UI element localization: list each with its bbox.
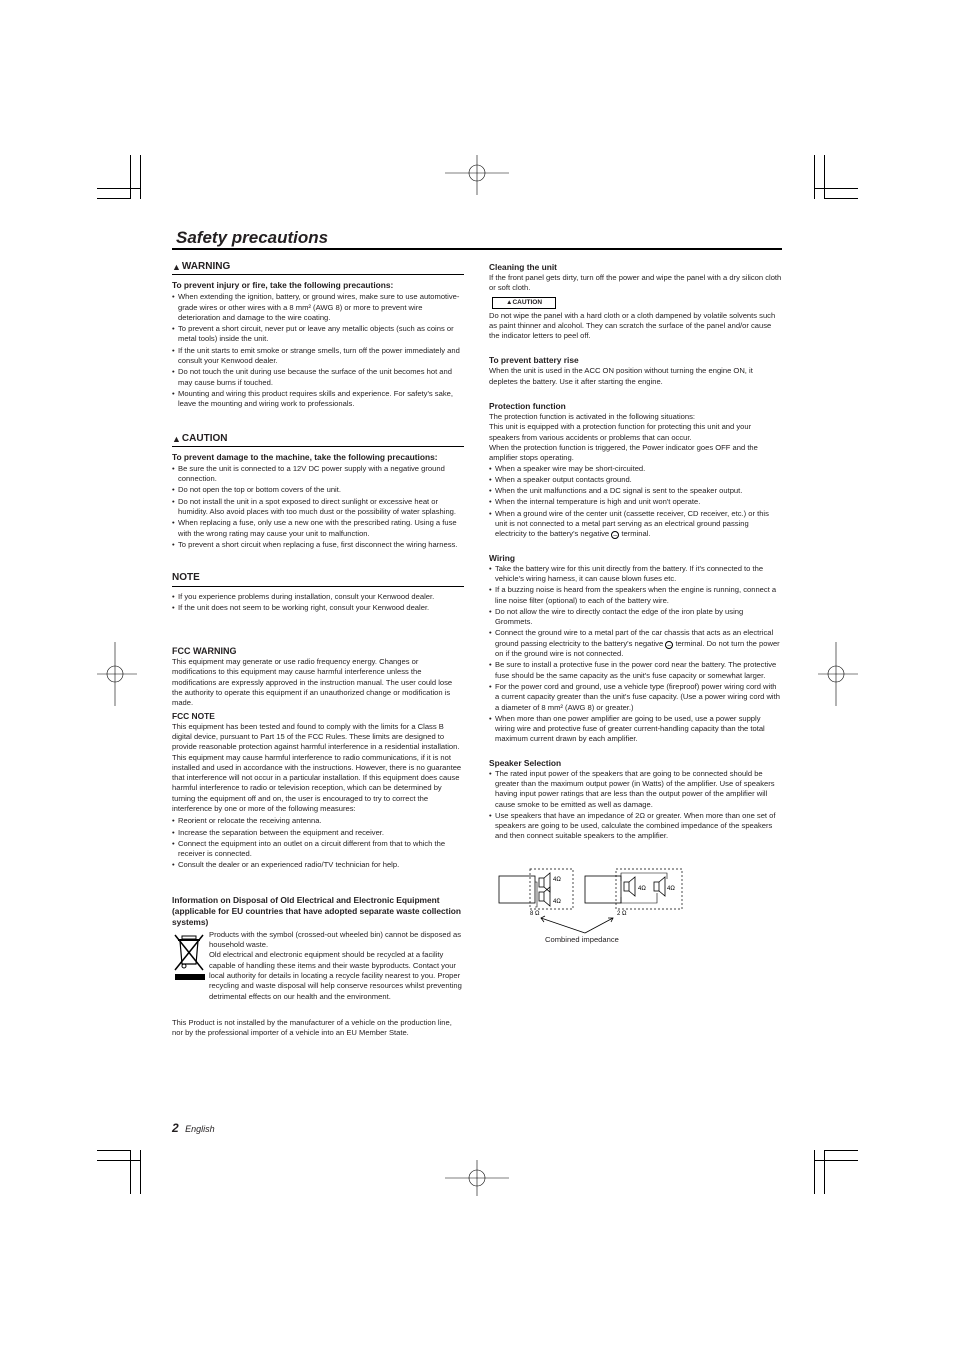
item-text: Connect the ground wire to a metal part of the car chassis that acts as an electrical ground passing electricity to the battery's negative — [495, 628, 774, 648]
item-text: terminal. Do not turn the power on if the ground wire is not connected. — [495, 638, 780, 659]
speaker-list — [489, 769, 782, 842]
caution-subheading: To prevent damage to the machine, take the following precautions: — [172, 451, 438, 462]
crop-mark — [97, 1150, 131, 1151]
fcc-warning-text: This equipment may generate or use radio frequency energy. Changes or modifications to this equipment may cause harmful interference unless the modifications are expressly approved in the instruction manual. The user could lose the authority to operate this equipment if an unauthorized change or modification is made. — [172, 657, 453, 708]
protection-list — [489, 464, 782, 540]
disposal-texts — [209, 930, 464, 1002]
speaker-heading: Speaker Selection — [489, 757, 562, 768]
title-rule — [172, 248, 782, 250]
registration-mark — [818, 642, 858, 706]
impedance-diagram — [497, 867, 687, 947]
speaker-icon — [539, 892, 544, 901]
disposal-block — [172, 930, 464, 1002]
list-item: • When a speaker wire may be short-circuited. — [489, 464, 782, 474]
list-item: • Connect the equipment into an outlet on a circuit different from that to which the receiver is connected. — [172, 839, 464, 860]
cleaning-heading: Cleaning the unit — [489, 262, 557, 272]
list-item: • When more than one power amplifier are going to be used, use a power supply wiring wire and protective fuse of greater current-handling capacity than the total maximum current drawn by each amplifier. — [489, 714, 782, 745]
list-item: • When the unit malfunctions and a DC signal is sent to the speaker output. — [489, 486, 782, 496]
crop-mark — [814, 188, 858, 189]
list-item: • Reorient or relocate the receiving antenna. — [172, 816, 464, 826]
list-item: • Do not install the unit in a spot exposed to direct sunlight or excessive heat or humidity. Also avoid places with too much dust or the possibility of water splashing. — [172, 497, 464, 518]
parallel-total: 2 Ω — [617, 911, 627, 917]
disposal-text-1: Products with the symbol (crossed-out wheeled bin) cannot be disposed as household waste. — [209, 929, 461, 950]
protection-heading: Protection function — [489, 401, 566, 412]
fcc-note-text: This equipment has been tested and found to comply with the limits for a Class B digital device, pursuant to Part 15 of the FCC Rules. These limits are designed to provide reasonable protection against harmful interference in a residential installation. This equipment may cause harmful interference to radio communications, if it is not installed and used in accordance with the instructions. However, there is no guarantee that interference will not occur in a particular installation. If this equipment does cause harmful interference to radio or television reception, which can be determined by turning the equipment off and on, the user is encouraged to try to correct the interference by one or more of the following measures: — [172, 721, 462, 813]
caution-list — [172, 464, 464, 550]
list-item: • If you experience problems during installation, consult your Kenwood dealer. — [172, 592, 464, 602]
list-item: • Be sure the unit is connected to a 12V DC power supply with a negative ground connection. — [172, 464, 464, 485]
list-item: • The rated input power of the speakers that are going to be connected should be greater than the maximum output power (in Watts) of the amplifier. Use of speakers having input power ratings that are less than the output power of the amplifier will cause smoke to be emitted as well as damage. — [489, 769, 782, 810]
battery-text: When the unit is used in the ACC ON position without turning the engine ON, it depletes the battery. Use it after starting the engine. — [489, 366, 753, 386]
item-text: terminal. — [621, 529, 651, 539]
list-item: • To prevent a short circuit, never put or leave any metallic objects (such as coins or metal tools) inside the unit. — [172, 324, 464, 345]
series-ohm-a: 4Ω — [553, 877, 561, 883]
registration-mark — [97, 642, 137, 706]
amplifier-box — [585, 876, 621, 903]
wiring-heading: Wiring — [489, 552, 515, 563]
crop-mark — [130, 1150, 131, 1194]
page-number: 2 — [172, 1121, 179, 1135]
list-item — [489, 509, 782, 540]
page-footer — [172, 1119, 215, 1137]
protection-intro: The protection function is activated in the following situations: — [489, 412, 695, 422]
parallel-ohm-a: 4Ω — [638, 886, 646, 892]
list-item: • When extending the ignition, battery, or ground wires, make sure to use automotive-grade wires or other wires with a 8 mm² (AWG 8) or more to prevent wire deterioration and damage to the wire coating. — [172, 292, 464, 323]
page-title: Safety precautions — [176, 228, 329, 247]
list-item: • Do not open the top or bottom covers of the unit. — [172, 485, 464, 495]
parallel-ohm-b: 4Ω — [667, 886, 675, 892]
speaker-icon — [539, 878, 544, 887]
list-item: • Do not touch the unit during use because the surface of the unit becomes hot and may cause burns if touched. — [172, 367, 464, 388]
list-item: • Be sure to install a protective fuse in the power cord near the battery. The protective fuse should be the same capacity as the unit's fuse capacity or somewhat larger. — [489, 660, 782, 681]
crop-mark — [140, 1150, 141, 1194]
language-label: English — [185, 1124, 215, 1134]
crop-mark — [140, 155, 141, 199]
caution-heading — [172, 434, 464, 447]
list-item: • For the power cord and ground, use a vehicle type (fireproof) power wiring cord with a current capacity greater than the unit's fuse capacity. (Use a power wiring cord with a diameter of 8 mm² (AWG 8) or greater.) — [489, 682, 782, 713]
crossed-out-wheeled-bin-icon — [172, 930, 206, 982]
warning-heading — [172, 262, 464, 275]
diagram-caption: Combined impedance — [545, 935, 619, 944]
crop-mark — [814, 155, 815, 199]
warning-triangle-icon: ▲ — [172, 262, 181, 272]
list-item: • Do not allow the wire to directly contact the edge of the iron plate by using Grommets. — [489, 607, 782, 628]
fcc-note-heading: FCC NOTE — [172, 710, 215, 721]
crop-mark — [824, 1150, 825, 1194]
fcc-warning-heading: FCC WARNING — [172, 646, 237, 657]
protection-behavior: When the protection function is triggered, the Power indicator goes OFF and the amplifier stops operating. — [489, 442, 758, 463]
caution-badge-label: CAUTION — [512, 298, 543, 306]
wiring-list — [489, 564, 782, 745]
registration-mark — [445, 1160, 509, 1196]
crop-mark — [814, 1150, 815, 1194]
cleaning-caution-text: Do not wipe the panel with a hard cloth or a cloth dampened by volatile solvents such as paint thinner and alcohol. They can scratch the surface of the panel and/or cause the indicator letters to peel off. — [489, 310, 776, 341]
negative-terminal-icon: – — [611, 531, 619, 539]
list-item: • When a speaker output contacts ground. — [489, 475, 782, 485]
list-item: • Consult the dealer or an experienced radio/TV technician for help. — [172, 860, 464, 870]
negative-terminal-icon: – — [665, 641, 673, 649]
protection-description: This unit is equipped with a protection function for protecting this unit and your speakers from various accidents or problems that can occur. — [489, 422, 752, 442]
series-ohm-b: 4Ω — [553, 899, 561, 905]
warning-list — [172, 292, 464, 409]
battery-heading: To prevent battery rise — [489, 355, 579, 366]
parallel-connection — [585, 869, 682, 917]
warning-triangle-icon: ▲ — [506, 298, 513, 306]
series-total: 8 Ω — [530, 911, 540, 917]
list-item — [489, 628, 782, 659]
caution-triangle-icon: ▲ — [172, 433, 181, 444]
list-item: • Take the battery wire for this unit directly from the battery. If it's connected to the vehicle's wiring harness, it can cause blown fuses etc. — [489, 564, 782, 585]
left-column — [172, 262, 464, 1038]
list-item: • When replacing a fuse, only use a new one with the prescribed rating. Using a fuse with the wrong rating may cause your unit to malfunction. — [172, 518, 464, 539]
crop-mark — [130, 155, 131, 199]
caption-arrows — [541, 916, 613, 933]
registration-mark — [445, 155, 509, 195]
caution-badge — [492, 297, 556, 309]
speaker-icon — [654, 882, 659, 891]
crop-mark — [824, 155, 825, 199]
list-item: • Mounting and wiring this product requires skills and experience. For safety's sake, leave the mounting and wiring work to professionals. — [172, 389, 464, 410]
note-heading — [172, 573, 464, 586]
disposal-heading: Information on Disposal of Old Electrical and Electronic Equipment (applicable for EU countries that have adopted separate waste collection systems) — [172, 894, 462, 927]
disposal-text-2: Old electrical and electronic equipment should be recycled at a facility capable of handling these items and their waste byproducts. Contact your local authority for details in locating a recycle facility nearest to you. Proper recycling and waste disposal will help conserve resources whilst preventing detrimental effects on our health and the environment. — [209, 950, 462, 1001]
note-list — [172, 592, 464, 614]
speaker-enclosure — [530, 869, 573, 909]
note-heading-label: NOTE — [172, 572, 200, 584]
list-item: • If a buzzing noise is heard from the speakers when the engine is running, connect a line noise filter (optional) to each of the battery wire. — [489, 585, 782, 606]
caution-heading-label: CAUTION — [181, 432, 228, 444]
crop-mark — [97, 1160, 141, 1161]
cleaning-text: If the front panel gets dirty, turn off the power and wipe the panel with a dry silicon cloth or soft cloth. — [489, 273, 782, 293]
list-item: • If the unit does not seem to be working right, consult your Kenwood dealer. — [172, 603, 464, 613]
list-item: • If the unit starts to emit smoke or strange smells, turn off the power immediately and consult your Kenwood dealer. — [172, 346, 464, 367]
series-connection — [499, 869, 573, 917]
crop-mark — [97, 188, 141, 189]
disposal-note: This Product is not installed by the manufacturer of a vehicle on the production line, nor by the professional importer of a vehicle into an EU Member State. — [172, 1017, 452, 1038]
crop-mark — [824, 198, 858, 199]
crop-mark — [814, 1160, 858, 1161]
right-column — [489, 262, 782, 843]
speaker-icon — [624, 882, 629, 891]
warning-subheading: To prevent injury or fire, take the following precautions: — [172, 280, 394, 291]
list-item: • To prevent a short circuit when replacing a fuse, first disconnect the wiring harness. — [172, 540, 464, 550]
list-item: • When the internal temperature is high and unit won't operate. — [489, 497, 782, 507]
list-item: • Increase the separation between the equipment and receiver. — [172, 828, 464, 838]
crop-mark — [824, 1150, 858, 1151]
amplifier-box — [499, 876, 535, 903]
list-item: • Use speakers that have an impedance of 2Ω or greater. When more than one set of speakers are going to be used, calculate the combined impedance of the speakers and then connect suitable speakers to the amplifier. — [489, 811, 782, 842]
item-text: When a ground wire of the center unit (cassette receiver, CD receiver, etc.) or this unit is not connected to a metal part serving as an electrical ground passing electricity to the battery's negative — [495, 508, 769, 539]
warning-heading-label: WARNING — [181, 261, 231, 272]
fcc-measures-list — [172, 816, 464, 870]
crop-mark — [97, 198, 131, 199]
